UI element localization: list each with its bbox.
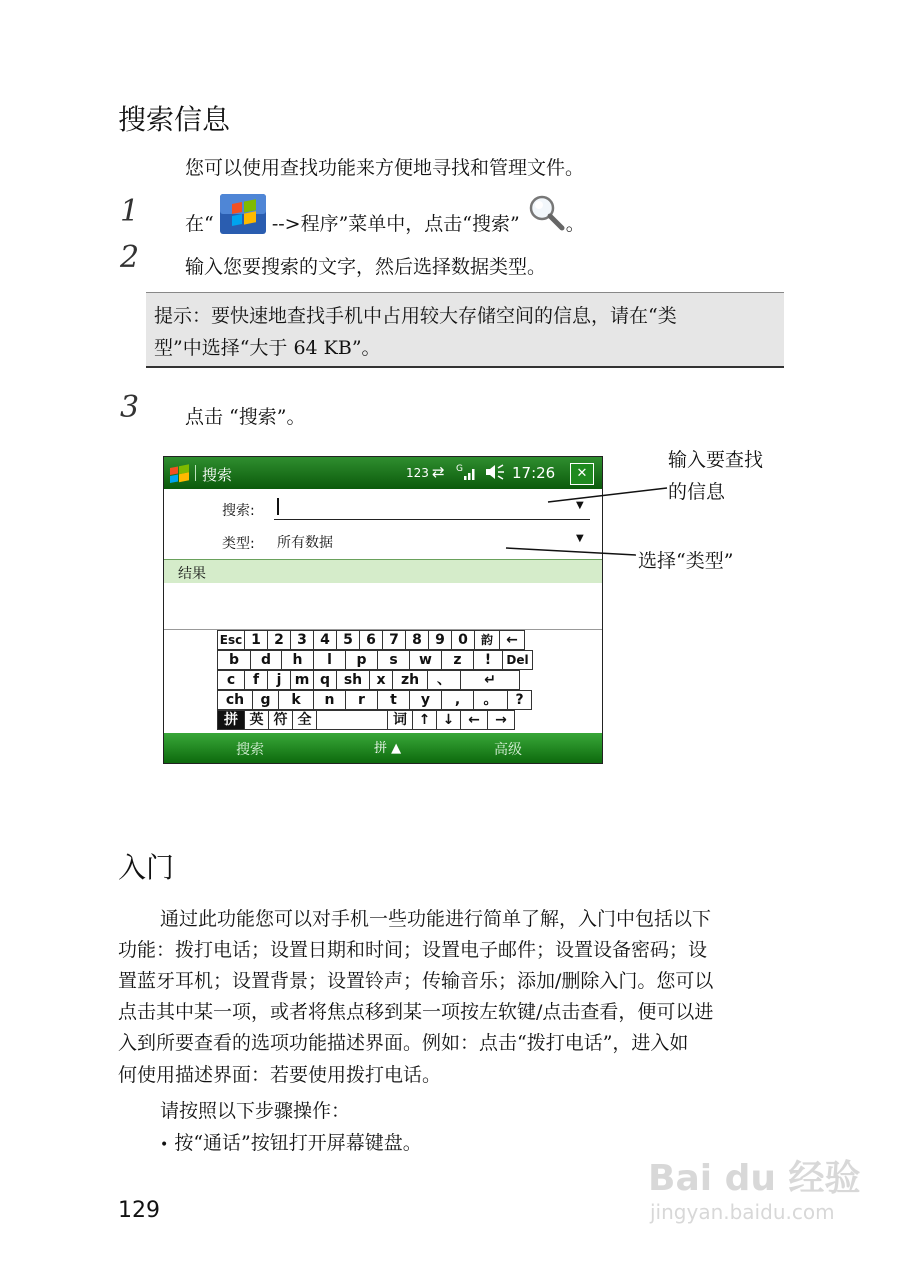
close-button[interactable]: ✕	[570, 463, 594, 485]
key[interactable]: 0	[451, 630, 475, 650]
type-select-value: 所有数据	[277, 535, 333, 551]
key[interactable]: l	[313, 650, 346, 670]
key[interactable]: z	[441, 650, 474, 670]
key[interactable]: 7	[382, 630, 406, 650]
key[interactable]: x	[369, 670, 393, 690]
key[interactable]: k	[278, 690, 314, 710]
paragraph-line: 功能：拨打电话；设置日期和时间；设置电子邮件；设置设备密码；设	[118, 939, 708, 961]
key[interactable]: 、	[427, 670, 461, 690]
key-backspace[interactable]: ←	[499, 630, 525, 650]
key[interactable]: 8	[405, 630, 429, 650]
key[interactable]: s	[377, 650, 410, 670]
watermark-logo: Bai du 经验	[648, 1158, 861, 1199]
key[interactable]: 9	[428, 630, 452, 650]
step-1-text-b: -->程序”菜单中，点击“搜索”	[271, 213, 520, 235]
clock[interactable]: 17:26	[512, 464, 556, 482]
paragraph-line: 通过此功能您可以对手机一些功能进行简单了解，入门中包括以下	[160, 908, 712, 930]
section-title-getting-started: 入门	[118, 851, 175, 884]
watermark-url: jingyan.baidu.com	[650, 1200, 835, 1224]
key[interactable]: ?	[507, 690, 532, 710]
step-3-text: 点击 “搜索”。	[185, 406, 306, 428]
key-rhyme[interactable]: 韵	[474, 630, 500, 650]
key[interactable]: 4	[313, 630, 337, 650]
key[interactable]: sh	[336, 670, 370, 690]
key-down[interactable]: ↓	[436, 710, 461, 730]
chevron-down-icon[interactable]: ▼	[576, 500, 584, 511]
key-delete[interactable]: Del	[502, 650, 533, 670]
key[interactable]: m	[290, 670, 314, 690]
key[interactable]: b	[217, 650, 251, 670]
type-field-label: 类型:	[222, 536, 255, 552]
step-number: 3	[120, 390, 140, 425]
softkey-right[interactable]: 高级	[494, 742, 522, 758]
key[interactable]: ch	[217, 690, 253, 710]
key[interactable]: 2	[267, 630, 291, 650]
key-esc[interactable]: Esc	[217, 630, 245, 650]
key-right[interactable]: →	[487, 710, 515, 730]
key[interactable]: n	[313, 690, 346, 710]
key[interactable]: d	[250, 650, 282, 670]
key[interactable]: j	[267, 670, 291, 690]
svg-text:G: G	[456, 464, 463, 474]
key[interactable]: 1	[244, 630, 268, 650]
results-label: 结果	[178, 566, 206, 582]
key[interactable]: w	[409, 650, 442, 670]
paragraph-line: 点击其中某一项，或者将焦点移到某一项按左软键/点击查看，便可以进	[118, 1001, 714, 1023]
section-title-search: 搜索信息	[118, 103, 231, 136]
step-number: 2	[120, 240, 140, 275]
key[interactable]: 。	[473, 690, 508, 710]
key[interactable]: 6	[359, 630, 383, 650]
bullet-text: 按“通话”按钮打开屏幕键盘。	[174, 1132, 422, 1154]
key-fullwidth[interactable]: 全	[292, 710, 317, 730]
annotation-search-line-1: 输入要查找	[668, 449, 764, 471]
key[interactable]: p	[345, 650, 378, 670]
softkey-left[interactable]: 搜索	[236, 742, 264, 758]
annotation-search-line-2: 的信息	[668, 481, 726, 503]
annotation-type: 选择“类型”	[638, 550, 734, 572]
paragraph-line: 置蓝牙耳机；设置背景；设置铃声；传输音乐；添加/删除入门。您可以	[118, 970, 714, 992]
key[interactable]: q	[313, 670, 337, 690]
sync-icon: ⇄	[432, 463, 445, 481]
key[interactable]: y	[409, 690, 442, 710]
key[interactable]: c	[217, 670, 245, 690]
key[interactable]: r	[345, 690, 378, 710]
tip-line-2: 型”中选择“大于 64 KB”。	[154, 337, 381, 359]
step-number: 1	[120, 194, 140, 229]
paragraph-line: 何使用描述界面：若要使用拨打电话。	[118, 1064, 442, 1086]
key[interactable]: 3	[290, 630, 314, 650]
steps-intro: 请按照以下步骤操作：	[160, 1100, 351, 1122]
callout-line-type	[506, 548, 636, 555]
key-left[interactable]: ←	[460, 710, 488, 730]
paragraph-line: 入到所要查看的选项功能描述界面。例如：点击“拨打电话”，进入如	[118, 1032, 689, 1054]
chevron-down-icon[interactable]: ▼	[576, 533, 584, 544]
key[interactable]: h	[281, 650, 314, 670]
key-up[interactable]: ↑	[412, 710, 437, 730]
key-symbol-mode[interactable]: 符	[268, 710, 293, 730]
step-2-text: 输入您要搜索的文字，然后选择数据类型。	[185, 256, 547, 278]
key-english-mode[interactable]: 英	[244, 710, 269, 730]
key[interactable]: g	[252, 690, 279, 710]
key-enter[interactable]: ↵	[460, 670, 520, 690]
step-1-text-c: 。	[565, 213, 585, 235]
status-123: 123	[406, 466, 429, 480]
key[interactable]: t	[377, 690, 410, 710]
key-phrase[interactable]: 词	[387, 710, 413, 730]
page-number: 129	[118, 1198, 160, 1223]
tip-line-1: 提示：要快速地查找手机中占用较大存储空间的信息，请在“类	[154, 305, 677, 327]
intro-text: 您可以使用查找功能来方便地寻找和管理文件。	[185, 157, 585, 179]
bullet-icon: •	[160, 1137, 169, 1153]
callout-line-search	[548, 488, 667, 502]
key[interactable]: ,	[441, 690, 474, 710]
search-field-label: 搜索:	[222, 503, 255, 519]
step-1-text-a: 在“	[185, 213, 214, 235]
key-pinyin-mode[interactable]: 拼	[217, 710, 245, 730]
key[interactable]: zh	[392, 670, 428, 690]
key[interactable]: 5	[336, 630, 360, 650]
bullet-item	[160, 1128, 422, 1155]
input-method-button[interactable]: 拼 ▲	[374, 741, 402, 756]
app-title: 搜索	[202, 466, 233, 484]
key[interactable]: f	[244, 670, 268, 690]
key[interactable]: !	[473, 650, 503, 670]
